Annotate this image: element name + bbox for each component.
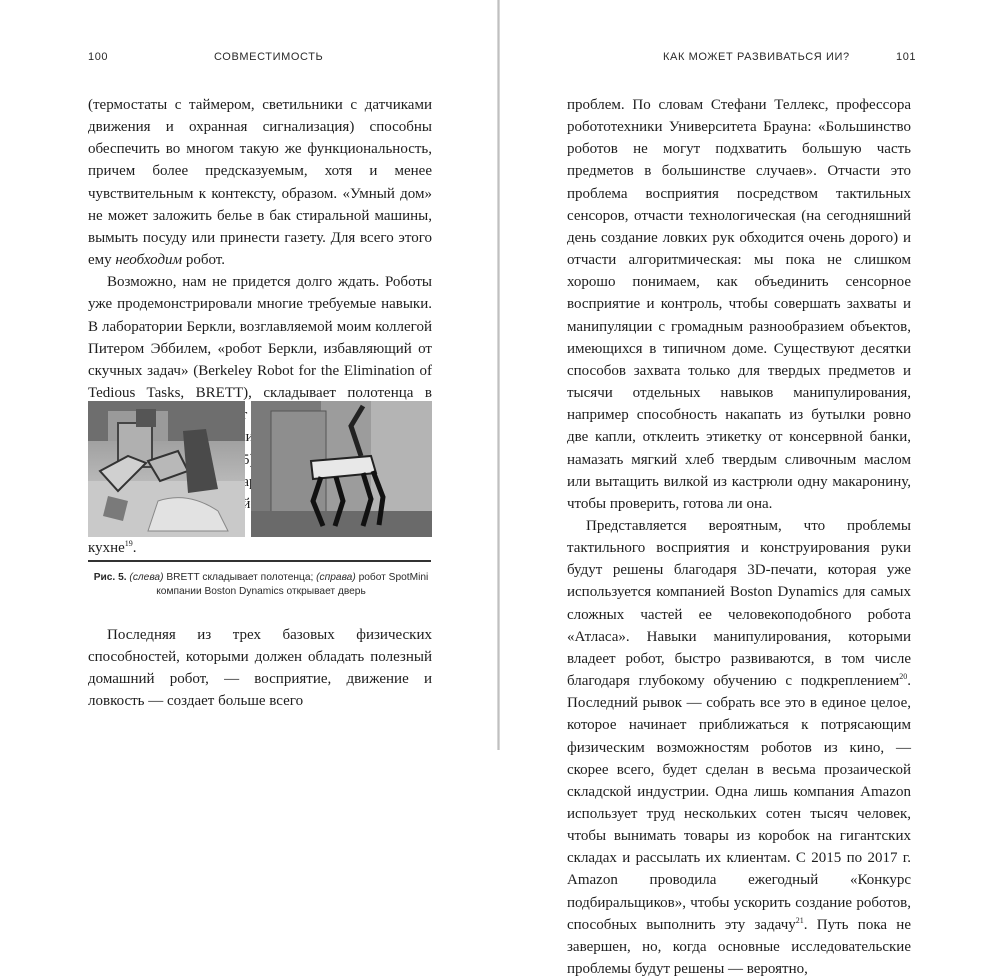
text-run: робот.	[182, 252, 225, 269]
text-run: (термостаты с таймером, светильники с датчиками движения и охранная сигнализация) способны обеспечить во многом такую же функциональность, причем более предсказуемым, хотя и менее чувствительным к контексту, образом. «Умный дом» не может заложить белье в бак стиральной машины, вымыть посуду или принести газету. Для всего этого ему	[88, 97, 432, 269]
caption-tag: (справа)	[316, 572, 356, 583]
right-page	[500, 0, 1000, 978]
text-run: . Последний рывок — собрать все это в единое целое, которое начинает приближаться к потрясающим физическим возможностям роботов из кино, — скорее всего, будет сделан в весьма прозаической складской индустрии. Одна лишь компания Amazon использует труд нескольких сотен тысяч человек, чтобы вынимать товары из коробок на гигантских складах и рассылать их клиентам. С 2015 по 2017 г. Amazon проводила ежегодный «Конкурс подбиральщиков», чтобы ускорить создание роботов, способных выполнить эту задачу	[567, 673, 911, 933]
brett-robot-image	[88, 401, 245, 537]
left-page	[0, 0, 498, 750]
running-head-left: СОВМЕСТИМОСТЬ	[214, 51, 324, 63]
figure-photo-brett	[88, 401, 245, 537]
footnote-ref: 19	[124, 539, 133, 549]
footnote-ref: 20	[899, 672, 908, 682]
page-number-left: 100	[88, 51, 109, 63]
left-body-bottom	[88, 624, 432, 713]
footnote-ref: 21	[795, 915, 804, 925]
page-number-right: 101	[896, 51, 917, 63]
caption-text: BRETT складывает полотенца;	[163, 572, 317, 583]
figure-label: Рис. 5.	[93, 572, 127, 583]
figure-rule	[88, 560, 431, 562]
caption-tag: (слева)	[129, 572, 164, 583]
text-run: . Путь пока не завершен, но, когда основные исследовательские проблемы будут решены — вероятно,	[567, 916, 911, 978]
italic-run: необходим	[115, 252, 183, 269]
right-body	[567, 94, 911, 980]
paragraph: проблем. По словам Стефани Теллекс, профессора робототехники Университета Брауна: «Большинство роботов не могут подхватить большую часть предметов в большинстве случаев». Отчасти это проблема восприятия посредством тактильных сенсоров, отчасти технологическая (на сегодняшний день создание ловких рук обходится очень дорого) и отчасти алгоритмическая: мы пока не слишком хорошо понимаем, как объединить сенсорное восприятие и контроль, чтобы совершать захваты и манипуляции с громадным разнообразием объектов, имеющихся в типичном доме. Существуют десятки способов захвата только для твердых предметов и тысячи отдельных навыков манипулирования, например способность накапать из бутылки ровно две капли, отклеить этикетку от консервной банки, намазать мягкий хлеб твердым сливочным маслом или вытащить вилкой из кастрюли одну макаронину, чтобы проверить, готова ли она.	[567, 97, 911, 512]
paragraph	[567, 515, 911, 980]
figure-photo-spotmini	[251, 401, 432, 537]
running-head-right: КАК МОЖЕТ РАЗВИВАТЬСЯ ИИ?	[663, 51, 850, 63]
paragraph	[88, 94, 432, 271]
text-run: Представляется вероятным, что проблемы тактильного восприятия и конструирования руки будут решены благодаря 3D-печати, которая уже используется компанией Boston Dynamics для самых сложных частей ее человекоподобного робота «Атласа». Навыки манипулирования, которыми владеет робот, быстро развиваются, в том числе благодаря глубокому обучению с подкреплением	[567, 517, 911, 690]
paragraph: Возможно, нам не придется долго ждать. Роботы уже продемонстрировали многие требуемые навыки. В лаборатории Беркли, возглавляемой моим коллегой Питером Эббилем, «робот Беркли, избавляющий от скучных задач» (Berkeley Robot for the Elimination of Tedious Tasks, BRETT), складывает полотенца в 5). кухне$^{19}$.	[88, 274, 432, 557]
caption-text: робот SpotMini компании Boston Dynamics открывает дверь	[156, 572, 429, 597]
figure-caption	[92, 571, 430, 599]
spotmini-robot-image	[251, 401, 432, 537]
text-run: Возможно, нам не придется долго ждать. Роботы уже продемонстрировали многие требуемые навыки. В лаборатории Беркли, возглавляемой моим коллегой Питером Эббилем, «робот Беркли, избавляющий от скучных задач» (Berkeley Robot for the Elimination of Tedious Tasks, BRETT), складывает полотенца в 5). кухне	[88, 274, 432, 557]
paragraph: Последняя из трех базовых физических способностей, которыми должен обладать полезный домашний робот, — восприятие, движение и ловкость — создает больше всего	[88, 627, 432, 710]
